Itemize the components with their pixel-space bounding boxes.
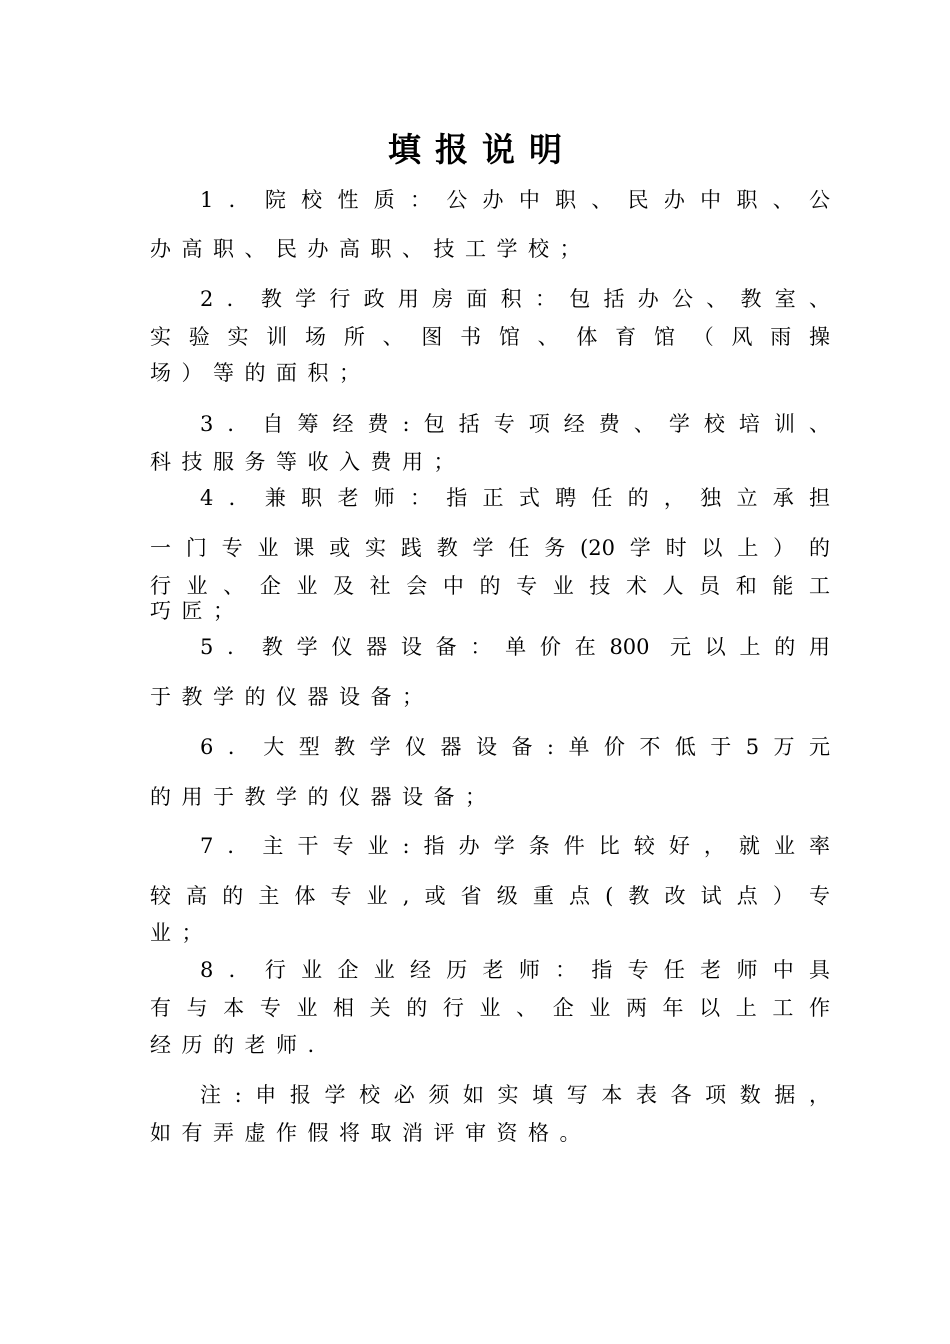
text-line-5: 场）等的面积； bbox=[150, 361, 371, 385]
text-line-7: 科技服务等收入费用； bbox=[150, 450, 465, 474]
text-line-8: 4．兼职老师：指正式聘任的，独立承担 bbox=[200, 486, 830, 510]
text-line-9: 一门专业课或实践教学任务(20学时以上）的 bbox=[150, 536, 830, 560]
text-line-21: 经历的老师. bbox=[150, 1033, 325, 1057]
text-line-18: 业； bbox=[150, 921, 213, 945]
page-title: 填报说明 bbox=[388, 130, 576, 169]
text-line-15: 的用于教学的仪器设备； bbox=[150, 785, 497, 809]
text-line-14: 6．大型教学仪器设备:单价不低于5万元 bbox=[200, 735, 830, 759]
note-line-1: 注:申报学校必须如实填写本表各项数据， bbox=[200, 1083, 830, 1107]
text-line-2: 办高职、民办高职、技工学校； bbox=[150, 237, 591, 261]
text-line-13: 于教学的仪器设备； bbox=[150, 685, 434, 709]
note-line-2: 如有弄虚作假将取消评审资格。 bbox=[150, 1121, 591, 1145]
text-line-12: 5．教学仪器设备：单价在800 元以上的用 bbox=[200, 635, 830, 659]
text-line-20: 有与本专业相关的行业、企业两年以上工作 bbox=[150, 996, 830, 1020]
text-line-6: 3．自筹经费:包括专项经费、学校培训、 bbox=[200, 412, 830, 436]
text-line-10: 行业、企业及社会中的专业技术人员和能工 bbox=[150, 574, 830, 598]
text-line-3: 2．教学行政用房面积：包括办公、教室、 bbox=[200, 287, 830, 311]
text-line-19: 8．行业企业经历老师：指专任老师中具 bbox=[200, 958, 830, 982]
text-line-1: 1．院校性质：公办中职、民办中职、公 bbox=[200, 188, 830, 212]
text-line-17: 较高的主体专业,或省级重点(教改试点）专 bbox=[150, 884, 830, 908]
text-line-11: 巧匠； bbox=[150, 599, 245, 623]
text-line-4: 实验实训场所、图书馆、体育馆（风雨操 bbox=[150, 325, 830, 349]
text-line-16: 7．主干专业:指办学条件比较好，就业率 bbox=[200, 834, 830, 858]
